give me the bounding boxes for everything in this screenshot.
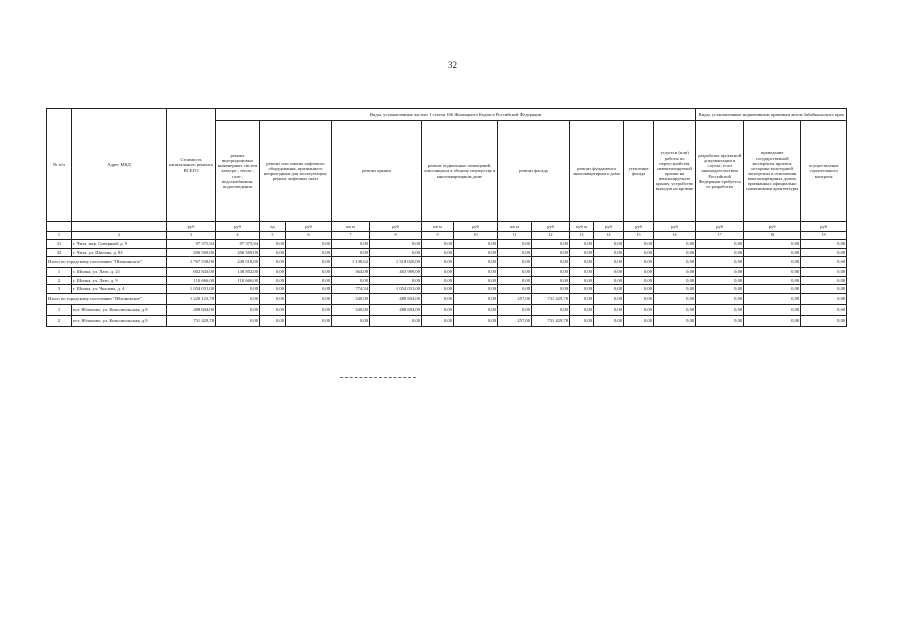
table-cell: 364,08 bbox=[332, 268, 370, 277]
column-number: 1 bbox=[47, 232, 72, 240]
table-cell: 0,00 bbox=[216, 304, 260, 315]
header-elevator: ремонт или замена лифтового оборудования, признанного непригодным для эксплуатации, ремонт лифтовых шахт bbox=[260, 121, 332, 222]
table-cell: 0,00 bbox=[624, 276, 654, 285]
table-cell: 0,00 bbox=[532, 240, 570, 249]
column-number: 6 bbox=[286, 232, 332, 240]
table-cell: 0,00 bbox=[654, 293, 696, 304]
table-cell: 0,00 bbox=[801, 315, 847, 326]
total-label: Итого по городскому поселению "Шилкинское" bbox=[47, 257, 167, 268]
table-cell: 0,00 bbox=[422, 257, 454, 268]
table-cell: 0,00 bbox=[216, 293, 260, 304]
table-cell: 0,00 bbox=[260, 285, 286, 294]
table-cell: 0,00 bbox=[594, 268, 624, 277]
table-cell: 0,00 bbox=[624, 240, 654, 249]
row-address: пгт. Яблоново, ул. Комсомольская, д.9 bbox=[72, 315, 167, 326]
table-cell: 0,00 bbox=[286, 268, 332, 277]
table-cell: 138 852,00 bbox=[216, 268, 260, 277]
table-cell: 110 666,00 bbox=[167, 276, 216, 285]
unit-cell: руб bbox=[370, 222, 422, 232]
table-cell: 257,00 bbox=[498, 315, 532, 326]
unit-cell: руб bbox=[696, 222, 744, 232]
header-cost: Стоимость капитального ремонта ВСЕГО bbox=[167, 109, 216, 222]
table-cell: 0,00 bbox=[286, 248, 332, 257]
unit-cell: кв м bbox=[422, 222, 454, 232]
table-cell: 0,00 bbox=[260, 248, 286, 257]
table-cell: 0,00 bbox=[801, 285, 847, 294]
row-number: 3 bbox=[47, 285, 72, 294]
table-cell: 0,00 bbox=[654, 268, 696, 277]
table-cell: 0,00 bbox=[744, 240, 801, 249]
column-number: 16 bbox=[654, 232, 696, 240]
table-row bbox=[47, 276, 847, 285]
column-number: 7 bbox=[332, 232, 370, 240]
table-cell: 0,00 bbox=[260, 257, 286, 268]
table-cell: 0,00 bbox=[498, 257, 532, 268]
column-number: 11 bbox=[498, 232, 532, 240]
row-address: г. Чита, мкр. Северный, д. 9 bbox=[72, 240, 167, 249]
table-cell: 0,00 bbox=[422, 293, 454, 304]
table-cell: 0,00 bbox=[594, 257, 624, 268]
table-cell: 0,00 bbox=[332, 240, 370, 249]
table-cell: 1 138,62 bbox=[332, 257, 370, 268]
column-number: 10 bbox=[454, 232, 498, 240]
table-cell: 0,00 bbox=[696, 315, 744, 326]
table-cell: 0,00 bbox=[744, 315, 801, 326]
table-cell: 0,00 bbox=[744, 257, 801, 268]
table-cell: 0,00 bbox=[454, 285, 498, 294]
table-cell: 0,00 bbox=[696, 248, 744, 257]
unit-cell: кв м bbox=[332, 222, 370, 232]
table-cell: 0,00 bbox=[624, 293, 654, 304]
table-cell: 0,00 bbox=[498, 248, 532, 257]
table-cell: 0,00 bbox=[801, 268, 847, 277]
table-cell: 0,00 bbox=[594, 240, 624, 249]
header-services: услуги и (или) работы по переустройству невентилируемой крыши на вентилируемую крышу, устройство выходов на кровлю bbox=[654, 121, 696, 222]
table-cell: 97 375,94 bbox=[167, 240, 216, 249]
table-cell: 0,00 bbox=[696, 304, 744, 315]
capital-repair-table bbox=[46, 108, 847, 327]
table-cell: 0,00 bbox=[286, 276, 332, 285]
table-cell: 0,00 bbox=[624, 285, 654, 294]
column-number: 9 bbox=[422, 232, 454, 240]
table-cell: 0,00 bbox=[532, 248, 570, 257]
unit-cell: руб bbox=[744, 222, 801, 232]
table-cell: 602 843,00 bbox=[167, 268, 216, 277]
row-address: г. Шилка, ул. Чкалова, д. 4 bbox=[72, 285, 167, 294]
table-cell: 0,00 bbox=[696, 268, 744, 277]
table-cell: 0,00 bbox=[532, 257, 570, 268]
table-row bbox=[47, 304, 847, 315]
unit-cell: руб bbox=[624, 222, 654, 232]
table-cell: 0,00 bbox=[624, 257, 654, 268]
table-cell: 97 375,94 bbox=[216, 240, 260, 249]
table-cell: 0,00 bbox=[370, 315, 422, 326]
table-cell: 0,00 bbox=[422, 285, 454, 294]
column-number: 18 bbox=[744, 232, 801, 240]
unit-cell: руб bbox=[454, 222, 498, 232]
table-cell: 0,00 bbox=[454, 304, 498, 315]
separator-line bbox=[340, 377, 416, 378]
table-cell: 0,00 bbox=[454, 257, 498, 268]
table-cell: 0,00 bbox=[286, 257, 332, 268]
table-cell: 0,00 bbox=[570, 315, 594, 326]
table-cell: 0,00 bbox=[260, 240, 286, 249]
table-cell: 0,00 bbox=[454, 315, 498, 326]
header-roof: ремонт крыши bbox=[332, 121, 422, 222]
table-row bbox=[47, 240, 847, 249]
table-cell: 731 429,78 bbox=[532, 293, 570, 304]
header-address: Адрес МКД bbox=[72, 109, 167, 222]
table-cell: 0,00 bbox=[422, 276, 454, 285]
table-cell: 1 518 020,00 bbox=[370, 257, 422, 268]
table-row bbox=[47, 315, 847, 326]
table-cell: 0,00 bbox=[498, 276, 532, 285]
table-cell: 0,00 bbox=[594, 285, 624, 294]
table-cell: 0,00 bbox=[696, 285, 744, 294]
table-cell: 0,00 bbox=[286, 315, 332, 326]
table-cell: 0,00 bbox=[286, 293, 332, 304]
table-cell: 0,00 bbox=[654, 304, 696, 315]
table-cell: 0,00 bbox=[801, 257, 847, 268]
header-control: осуществление строительного контроля bbox=[801, 121, 847, 222]
table-cell: 488 694,00 bbox=[370, 304, 422, 315]
total-row bbox=[47, 257, 847, 268]
column-number: 8 bbox=[370, 232, 422, 240]
header-facade: ремонт фасада bbox=[498, 121, 570, 222]
table-cell: 0,00 bbox=[454, 248, 498, 257]
table-cell: 0,00 bbox=[260, 304, 286, 315]
table-cell: 206 569,00 bbox=[167, 248, 216, 257]
unit-cell: руб bbox=[801, 222, 847, 232]
unit-cell: ед bbox=[260, 222, 286, 232]
table-cell: 0,00 bbox=[370, 248, 422, 257]
table-cell: 488 694,00 bbox=[167, 304, 216, 315]
table-cell: 0,00 bbox=[570, 285, 594, 294]
table-cell: 0,00 bbox=[422, 315, 454, 326]
table-cell: 0,00 bbox=[801, 248, 847, 257]
table-cell: 0,00 bbox=[260, 293, 286, 304]
column-number: 14 bbox=[594, 232, 624, 240]
header-heritage: проведение государственной экспертизы проекта, историко-культурной экспертизы в отношении многоквартирных домов, признанных официально памятниками архитектуры bbox=[744, 121, 801, 222]
table-cell: 206 569,00 bbox=[216, 248, 260, 257]
table-cell: 0,00 bbox=[654, 315, 696, 326]
header-group-regional: Виды, установленные нормативным правовым актом Забайкальского края bbox=[696, 109, 847, 121]
table-cell: 0,00 bbox=[654, 276, 696, 285]
row-number: 1 bbox=[47, 304, 72, 315]
table-cell: 488 694,00 bbox=[370, 293, 422, 304]
table-cell: 0,00 bbox=[286, 240, 332, 249]
header-engineering: ремонт внутридомовых инженерных систем электро-, тепло-, газо-, водоснабжения, водоотведения bbox=[216, 121, 260, 222]
table-cell: 249 518,00 bbox=[216, 257, 260, 268]
table-cell: 0,00 bbox=[744, 304, 801, 315]
table-cell: 0,00 bbox=[454, 240, 498, 249]
table-cell: 0,00 bbox=[654, 240, 696, 249]
header-insulation: утепление фасада bbox=[624, 121, 654, 222]
row-address: г. Чита, ул. Шилова, д. 83 bbox=[72, 248, 167, 257]
table-row bbox=[47, 285, 847, 294]
table-cell: 731 429,78 bbox=[532, 315, 570, 326]
column-number: 3 bbox=[167, 232, 216, 240]
table-cell: 774,54 bbox=[332, 285, 370, 294]
unit-cell: руб bbox=[532, 222, 570, 232]
row-address: г. Шилка, ул. Лазо, д. 21 bbox=[72, 268, 167, 277]
table-cell: 0,00 bbox=[744, 293, 801, 304]
table-cell: 0,00 bbox=[654, 285, 696, 294]
column-number: 17 bbox=[696, 232, 744, 240]
table-cell: 0,00 bbox=[570, 257, 594, 268]
table-cell: 340,00 bbox=[332, 293, 370, 304]
unit-cell: руб bbox=[594, 222, 624, 232]
table-cell: 340,00 bbox=[332, 304, 370, 315]
table-cell: 0,00 bbox=[696, 240, 744, 249]
unit-cell: руб bbox=[216, 222, 260, 232]
total-row bbox=[47, 293, 847, 304]
table-cell: 0,00 bbox=[260, 276, 286, 285]
unit-cell: руб bbox=[654, 222, 696, 232]
unit-cell: руб bbox=[286, 222, 332, 232]
table-cell: 0,00 bbox=[532, 304, 570, 315]
table-cell: 0,00 bbox=[594, 304, 624, 315]
table-cell: 1 054 031,00 bbox=[370, 285, 422, 294]
table-cell: 0,00 bbox=[696, 257, 744, 268]
row-address: г. Шилка, ул. Лазо, д. 9 bbox=[72, 276, 167, 285]
table-cell: 0,00 bbox=[624, 268, 654, 277]
table-cell: 731 429,78 bbox=[167, 315, 216, 326]
table-cell: 0,00 bbox=[422, 248, 454, 257]
page-number: 32 bbox=[448, 60, 457, 70]
table-cell: 0,00 bbox=[801, 304, 847, 315]
table-cell: 0,00 bbox=[332, 276, 370, 285]
table-cell: 0,00 bbox=[654, 248, 696, 257]
table-cell: 0,00 bbox=[454, 293, 498, 304]
table-cell: 0,00 bbox=[744, 276, 801, 285]
table-cell: 0,00 bbox=[801, 293, 847, 304]
unit-cell: куб м bbox=[570, 222, 594, 232]
column-number: 12 bbox=[532, 232, 570, 240]
table-cell: 0,00 bbox=[370, 276, 422, 285]
table-cell: 0,00 bbox=[594, 276, 624, 285]
table-cell: 0,00 bbox=[570, 293, 594, 304]
header-design: разработка проектной документации в случае, если законодательством Российской Федерации требуется ее разработка bbox=[696, 121, 744, 222]
unit-cell: кв м bbox=[498, 222, 532, 232]
total-label: Итого по городскому поселению "Яблоновское" bbox=[47, 293, 167, 304]
table-cell: 0,00 bbox=[422, 304, 454, 315]
table-cell: 0,00 bbox=[216, 315, 260, 326]
table-cell: 1 767 538,00 bbox=[167, 257, 216, 268]
table-cell: 0,00 bbox=[370, 240, 422, 249]
table-cell: 0,00 bbox=[570, 304, 594, 315]
table-cell: 0,00 bbox=[594, 248, 624, 257]
table-cell: 0,00 bbox=[744, 285, 801, 294]
table-cell: 110 666,00 bbox=[216, 276, 260, 285]
table-cell: 0,00 bbox=[696, 293, 744, 304]
row-number: 31 bbox=[47, 240, 72, 249]
table-cell: 0,00 bbox=[594, 315, 624, 326]
table-cell: 0,00 bbox=[624, 248, 654, 257]
table-cell: 0,00 bbox=[260, 268, 286, 277]
column-number: 2 bbox=[72, 232, 167, 240]
row-address: пгт. Яблоново, ул. Комсомольская, д.9 bbox=[72, 304, 167, 315]
table-cell: 1 220 123,78 bbox=[167, 293, 216, 304]
table-cell: 0,00 bbox=[532, 268, 570, 277]
table-cell: 0,00 bbox=[498, 240, 532, 249]
table-cell: 0,00 bbox=[332, 315, 370, 326]
table-cell: 0,00 bbox=[216, 285, 260, 294]
table-cell: 0,00 bbox=[570, 248, 594, 257]
table-cell: 0,00 bbox=[286, 285, 332, 294]
table-cell: 0,00 bbox=[801, 240, 847, 249]
table-cell: 0,00 bbox=[260, 315, 286, 326]
table-cell: 0,00 bbox=[801, 276, 847, 285]
table-cell: 0,00 bbox=[498, 304, 532, 315]
column-number: 4 bbox=[216, 232, 260, 240]
table-cell: 0,00 bbox=[332, 248, 370, 257]
table-cell: 0,00 bbox=[532, 285, 570, 294]
table-row bbox=[47, 268, 847, 277]
table-cell: 0,00 bbox=[422, 268, 454, 277]
table-cell: 0,00 bbox=[286, 304, 332, 315]
column-number: 5 bbox=[260, 232, 286, 240]
table-cell: 0,00 bbox=[744, 268, 801, 277]
table-cell: 0,00 bbox=[570, 240, 594, 249]
column-number: 19 bbox=[801, 232, 847, 240]
table-cell: 0,00 bbox=[422, 240, 454, 249]
table-cell: 257,00 bbox=[498, 293, 532, 304]
table-cell: 0,00 bbox=[498, 285, 532, 294]
row-number: 32 bbox=[47, 248, 72, 257]
table-cell: 0,00 bbox=[654, 257, 696, 268]
header-foundation: ремонт фундамента многоквартирного дома bbox=[570, 121, 624, 222]
table-cell: 0,00 bbox=[454, 276, 498, 285]
table-cell: 0,00 bbox=[744, 248, 801, 257]
header-num: № п/п bbox=[47, 109, 72, 222]
table-cell: 0,00 bbox=[624, 315, 654, 326]
table-cell: 1 054 031,00 bbox=[167, 285, 216, 294]
table-cell: 0,00 bbox=[624, 304, 654, 315]
row-number: 2 bbox=[47, 315, 72, 326]
row-number: 2 bbox=[47, 276, 72, 285]
column-number: 13 bbox=[570, 232, 594, 240]
table-cell: 0,00 bbox=[594, 293, 624, 304]
table-cell: 0,00 bbox=[696, 276, 744, 285]
row-number: 1 bbox=[47, 268, 72, 277]
table-cell: 0,00 bbox=[532, 276, 570, 285]
table-cell: 463 989,00 bbox=[370, 268, 422, 277]
header-basement: ремонт подвальных помещений, относящихся к общему имуществу в многоквартирном доме bbox=[422, 121, 498, 222]
table-cell: 0,00 bbox=[454, 268, 498, 277]
table-cell: 0,00 bbox=[570, 268, 594, 277]
column-number: 15 bbox=[624, 232, 654, 240]
unit-cell: руб bbox=[167, 222, 216, 232]
header-group-federal: Виды, установленные частью 1 статьи 166 Жилищного Кодекса Российской Федерации bbox=[216, 109, 696, 121]
table-cell: 0,00 bbox=[498, 268, 532, 277]
table-row bbox=[47, 248, 847, 257]
table-cell: 0,00 bbox=[570, 276, 594, 285]
